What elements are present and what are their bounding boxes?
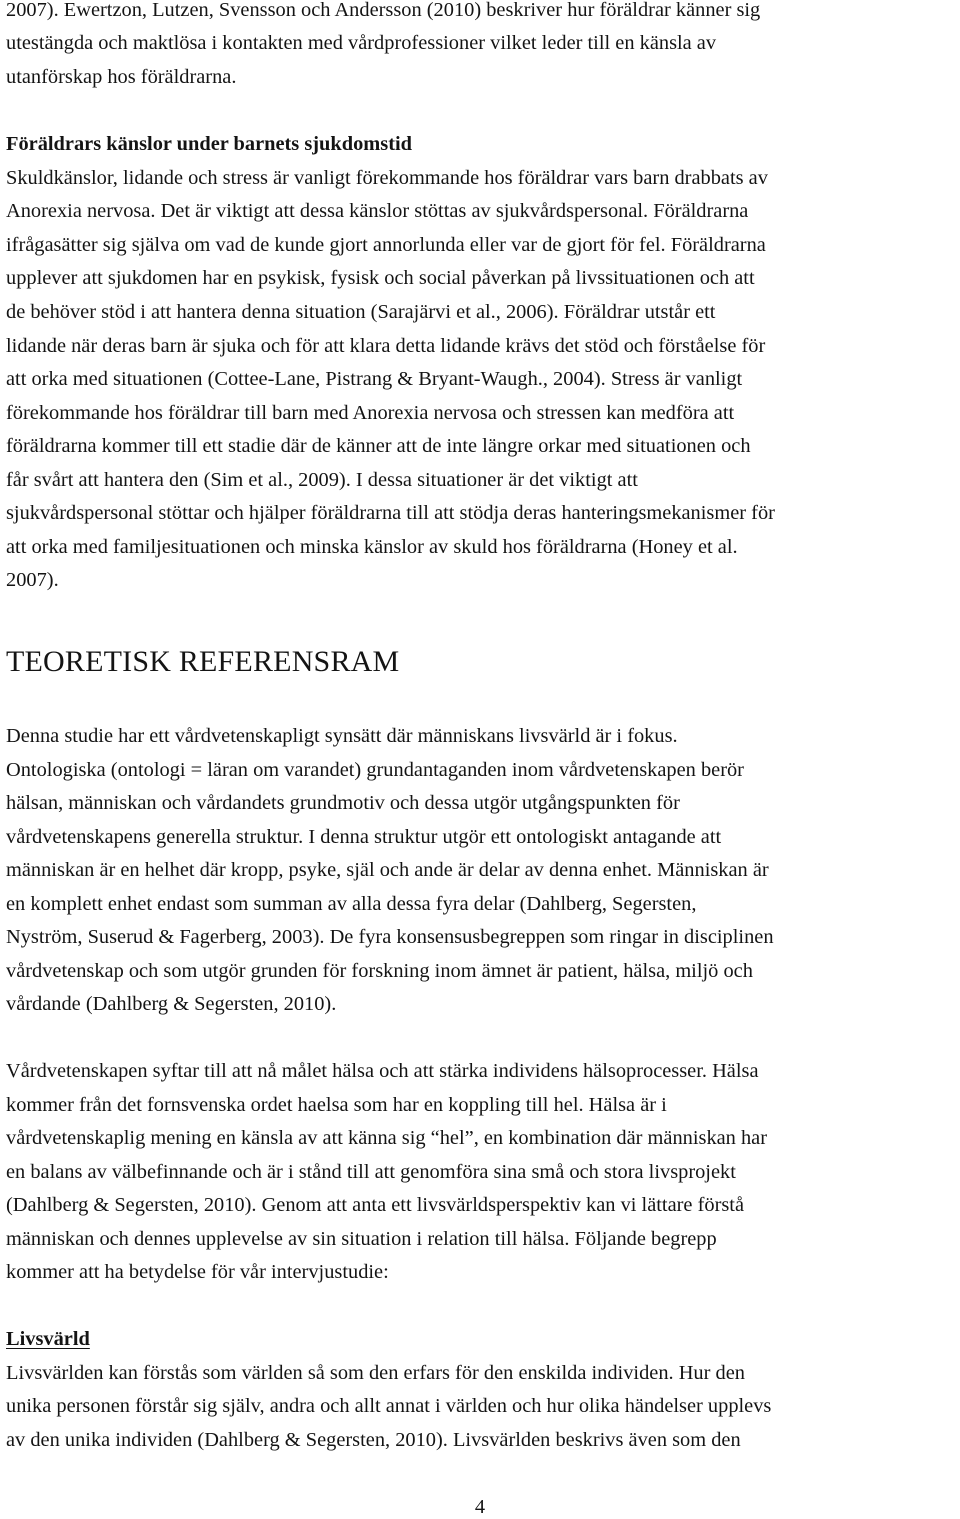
text-line: Vårdvetenskapen syftar till att nå målet hälsa och att stärka individens hälsoprocesser. Hälsa bbox=[6, 1060, 759, 1082]
text-line: utanförskap hos föräldrarna. bbox=[6, 66, 237, 88]
text-line: människan och dennes upplevelse av sin situation i relation till hälsa. Följande begrepp bbox=[6, 1228, 717, 1250]
text-line: 2007). Ewertzon, Lutzen, Svensson och Andersson (2010) beskriver hur föräldrar känner sig bbox=[6, 0, 761, 21]
text-line: föräldrarna kommer till ett stadie där de känner att de inte längre orkar med situationen och bbox=[6, 435, 751, 457]
text-line: att orka med familjesituationen och minska känslor av skuld hos föräldrarna (Honey et al. bbox=[6, 536, 738, 558]
subsection-heading: Livsvärld bbox=[6, 1328, 90, 1350]
text-line: sjukvårdspersonal stöttar och hjälper föräldrarna till att stödja deras hanteringsmekanismer för bbox=[6, 502, 775, 524]
text-line: (Dahlberg & Segersten, 2010). Genom att anta ett livsvärldsperspektiv kan vi lättare förstå bbox=[6, 1194, 745, 1216]
text-line: utestängda och maktlösa i kontakten med vårdprofessioner vilket leder till en känsla av bbox=[6, 32, 717, 54]
section-heading: Föräldrars känslor under barnets sjukdomstid bbox=[6, 133, 412, 155]
text-line: förekommande hos föräldrar till barn med Anorexia nervosa och stressen kan medföra att bbox=[6, 402, 735, 424]
text-line: vårdvetenskaplig mening en känsla av att känna sig “hel”, en kombination där människan har bbox=[6, 1127, 768, 1149]
text-line: vårdvetenskap och som utgör grunden för forskning inom ämnet är patient, hälsa, miljö och bbox=[6, 960, 753, 982]
text-line: Livsvärlden kan förstås som världen så som den erfars för den enskilda individen. Hur den bbox=[6, 1362, 745, 1384]
text-line: Denna studie har ett vårdvetenskapligt synsätt där människans livsvärld är i fokus. bbox=[6, 725, 678, 747]
page-number: 4 bbox=[474, 1496, 486, 1518]
text-line: de behöver stöd i att hantera denna situation (Sarajärvi et al., 2006). Föräldrar utstår ett bbox=[6, 301, 716, 323]
text-line: människan är en helhet där kropp, psyke, själ och ande är delar av denna enhet. Människan är bbox=[6, 859, 769, 881]
text-line: får svårt att hantera den (Sim et al., 2009). I dessa situationer är det viktigt att bbox=[6, 469, 638, 491]
text-line: Ontologiska (ontologi = läran om varandet) grundantaganden inom vårdvetenskapen berör bbox=[6, 759, 744, 781]
text-line: vårdvetenskapens generella struktur. I denna struktur utgör ett ontologiskt antagande att bbox=[6, 826, 722, 848]
text-line: upplever att sjukdomen har en psykisk, fysisk och social påverkan på livssituationen och att bbox=[6, 267, 755, 289]
text-line: lidande när deras barn är sjuka och för att klara detta lidande krävs det stöd och förståelse för bbox=[6, 335, 766, 357]
text-line: hälsan, människan och vårdandets grundmotiv och dessa utgör utgångspunkten för bbox=[6, 792, 680, 814]
text-line: unika personen förstår sig själv, andra och allt annat i världen och hur olika händelser upplevs bbox=[6, 1395, 772, 1417]
text-line: en balans av välbefinnande och är i stånd till att genomföra sina små och stora livsprojekt bbox=[6, 1161, 736, 1183]
text-line: av den unika individen (Dahlberg & Segersten, 2010). Livsvärlden beskrivs även som den bbox=[6, 1429, 741, 1451]
text-line: Nyström, Suserud & Fagerberg, 2003). De fyra konsensusbegreppen som ringar in disciplinen bbox=[6, 926, 774, 948]
text-line: Skuldkänslor, lidande och stress är vanligt förekommande hos föräldrar vars barn drabbats av bbox=[6, 167, 768, 189]
text-line: Anorexia nervosa. Det är viktigt att dessa känslor stöttas av sjukvårdspersonal. Föräldrarna bbox=[6, 200, 749, 222]
chapter-heading: TEOREТISK REFERENSRAM bbox=[6, 645, 400, 678]
text-line: en komplett enhet endast som summan av alla dessa fyra delar (Dahlberg, Segersten, bbox=[6, 893, 697, 915]
text-line: 2007). bbox=[6, 569, 59, 591]
text-line: ifrågasätter sig själva om vad de kunde gjort annorlunda eller var de gjort för fel. Föräldrarna bbox=[6, 234, 766, 256]
text-line: kommer från det fornsvenska ordet haelsa som har en koppling till hel. Hälsa är i bbox=[6, 1094, 667, 1116]
text-line: vårdande (Dahlberg & Segersten, 2010). bbox=[6, 993, 337, 1015]
text-line: kommer att ha betydelse för vår intervjustudie: bbox=[6, 1261, 389, 1283]
text-line: att orka med situationen (Cottee-Lane, Pistrang & Bryant-Waugh., 2004). Stress är vanligt bbox=[6, 368, 743, 390]
